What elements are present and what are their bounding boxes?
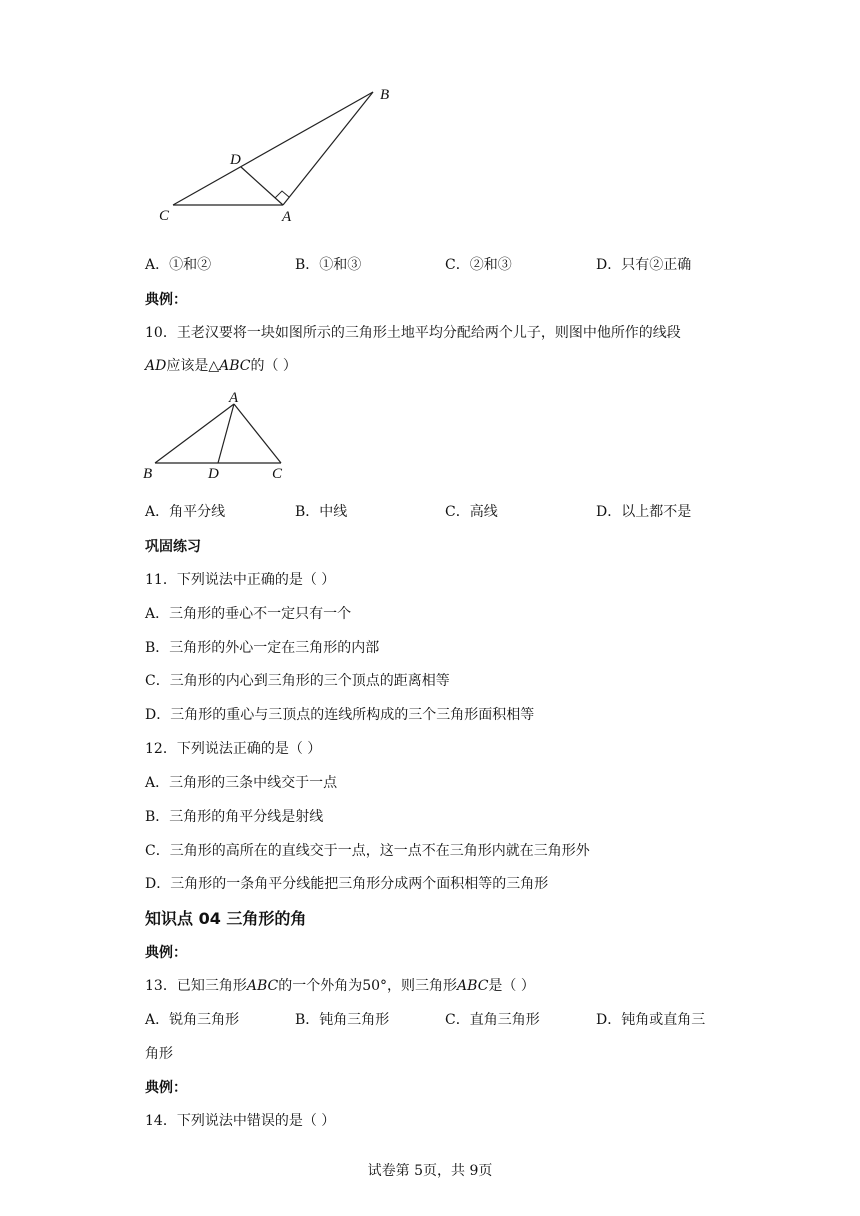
q10-triangle-abc: △ABC bbox=[208, 358, 251, 374]
q13-option-d-wrap: 角形 bbox=[145, 1046, 173, 1062]
q11-option-d: D．三角形的重心与三顶点的连线所构成的三个三角形面积相等 bbox=[145, 707, 535, 723]
example-label-3: 典例： bbox=[145, 1080, 187, 1096]
q10-stem-line1: 10．王老汉要将一块如图所示的三角形土地平均分配给两个儿子，则图中他所作的线段 bbox=[145, 325, 681, 341]
label-c: C bbox=[159, 208, 170, 224]
label-a2: A bbox=[229, 390, 239, 406]
q10-option-c: C．高线 bbox=[445, 504, 498, 520]
figure-triangle-abc bbox=[0, 0, 860, 500]
q13-abc-1: ABC bbox=[246, 978, 279, 994]
label-d2: D bbox=[208, 466, 219, 482]
label-b2: B bbox=[143, 466, 153, 482]
q12-option-a: A．三角形的三条中线交于一点 bbox=[145, 775, 338, 791]
q9-option-a: A．①和② bbox=[145, 257, 212, 273]
example-label-2: 典例： bbox=[145, 945, 187, 961]
label-d: D bbox=[230, 152, 241, 168]
segment-ac bbox=[234, 404, 281, 463]
q11-stem: 11．下列说法中正确的是（ ） bbox=[145, 572, 336, 588]
q9-option-c: C．②和③ bbox=[445, 257, 512, 273]
q9-option-b: B．①和③ bbox=[295, 257, 362, 273]
q12-option-b: B．三角形的角平分线是射线 bbox=[145, 809, 324, 825]
q11-option-b: B．三角形的外心一定在三角形的内部 bbox=[145, 640, 380, 656]
label-b: B bbox=[380, 87, 390, 103]
q13-stem-c: 是（ ） bbox=[488, 978, 535, 994]
q9-option-d: D．只有②正确 bbox=[596, 257, 692, 273]
q13-abc-2: ABC bbox=[457, 978, 489, 994]
q10-end: 的（ ） bbox=[250, 358, 297, 374]
segment-ab2 bbox=[155, 404, 234, 463]
q12-stem: 12．下列说法正确的是（ ） bbox=[145, 741, 322, 757]
q10-option-a: A．角平分线 bbox=[145, 504, 226, 520]
page-footer: 试卷第 5页，共 9页 bbox=[367, 1163, 493, 1179]
q13-option-a: A．锐角三角形 bbox=[145, 1012, 240, 1028]
example-label-1: 典例： bbox=[145, 292, 187, 308]
practice-label: 巩固练习 bbox=[145, 539, 201, 555]
q12-option-d: D．三角形的一条角平分线能把三角形分成两个面积相等的三角形 bbox=[145, 876, 549, 892]
q13-stem-b: 的一个外角为50°，则三角形 bbox=[278, 978, 458, 994]
segment-ad bbox=[218, 404, 234, 463]
q13-stem-a: 13．已知三角形 bbox=[145, 978, 247, 994]
q10-segment-ad: AD bbox=[145, 358, 167, 374]
q11-option-a: A．三角形的垂心不一定只有一个 bbox=[145, 606, 352, 622]
q10-mid: 应该是 bbox=[166, 358, 209, 374]
q14-stem: 14．下列说法中错误的是（ ） bbox=[145, 1113, 336, 1129]
q10-option-d: D．以上都不是 bbox=[596, 504, 692, 520]
q13-option-c: C．直角三角形 bbox=[445, 1012, 540, 1028]
label-a: A bbox=[282, 209, 292, 225]
q13-option-d: D．钝角或直角三 bbox=[596, 1012, 706, 1028]
section-heading: 知识点 04 三角形的角 bbox=[145, 909, 307, 928]
q11-option-c: C．三角形的内心到三角形的三个顶点的距离相等 bbox=[145, 673, 450, 689]
q13-option-b: B．钝角三角形 bbox=[295, 1012, 390, 1028]
q10-option-b: B．中线 bbox=[295, 504, 348, 520]
q12-option-c: C．三角形的高所在的直线交于一点，这一点不在三角形内就在三角形外 bbox=[145, 843, 590, 859]
q13-stem bbox=[145, 975, 535, 995]
label-c2: C bbox=[272, 466, 283, 482]
